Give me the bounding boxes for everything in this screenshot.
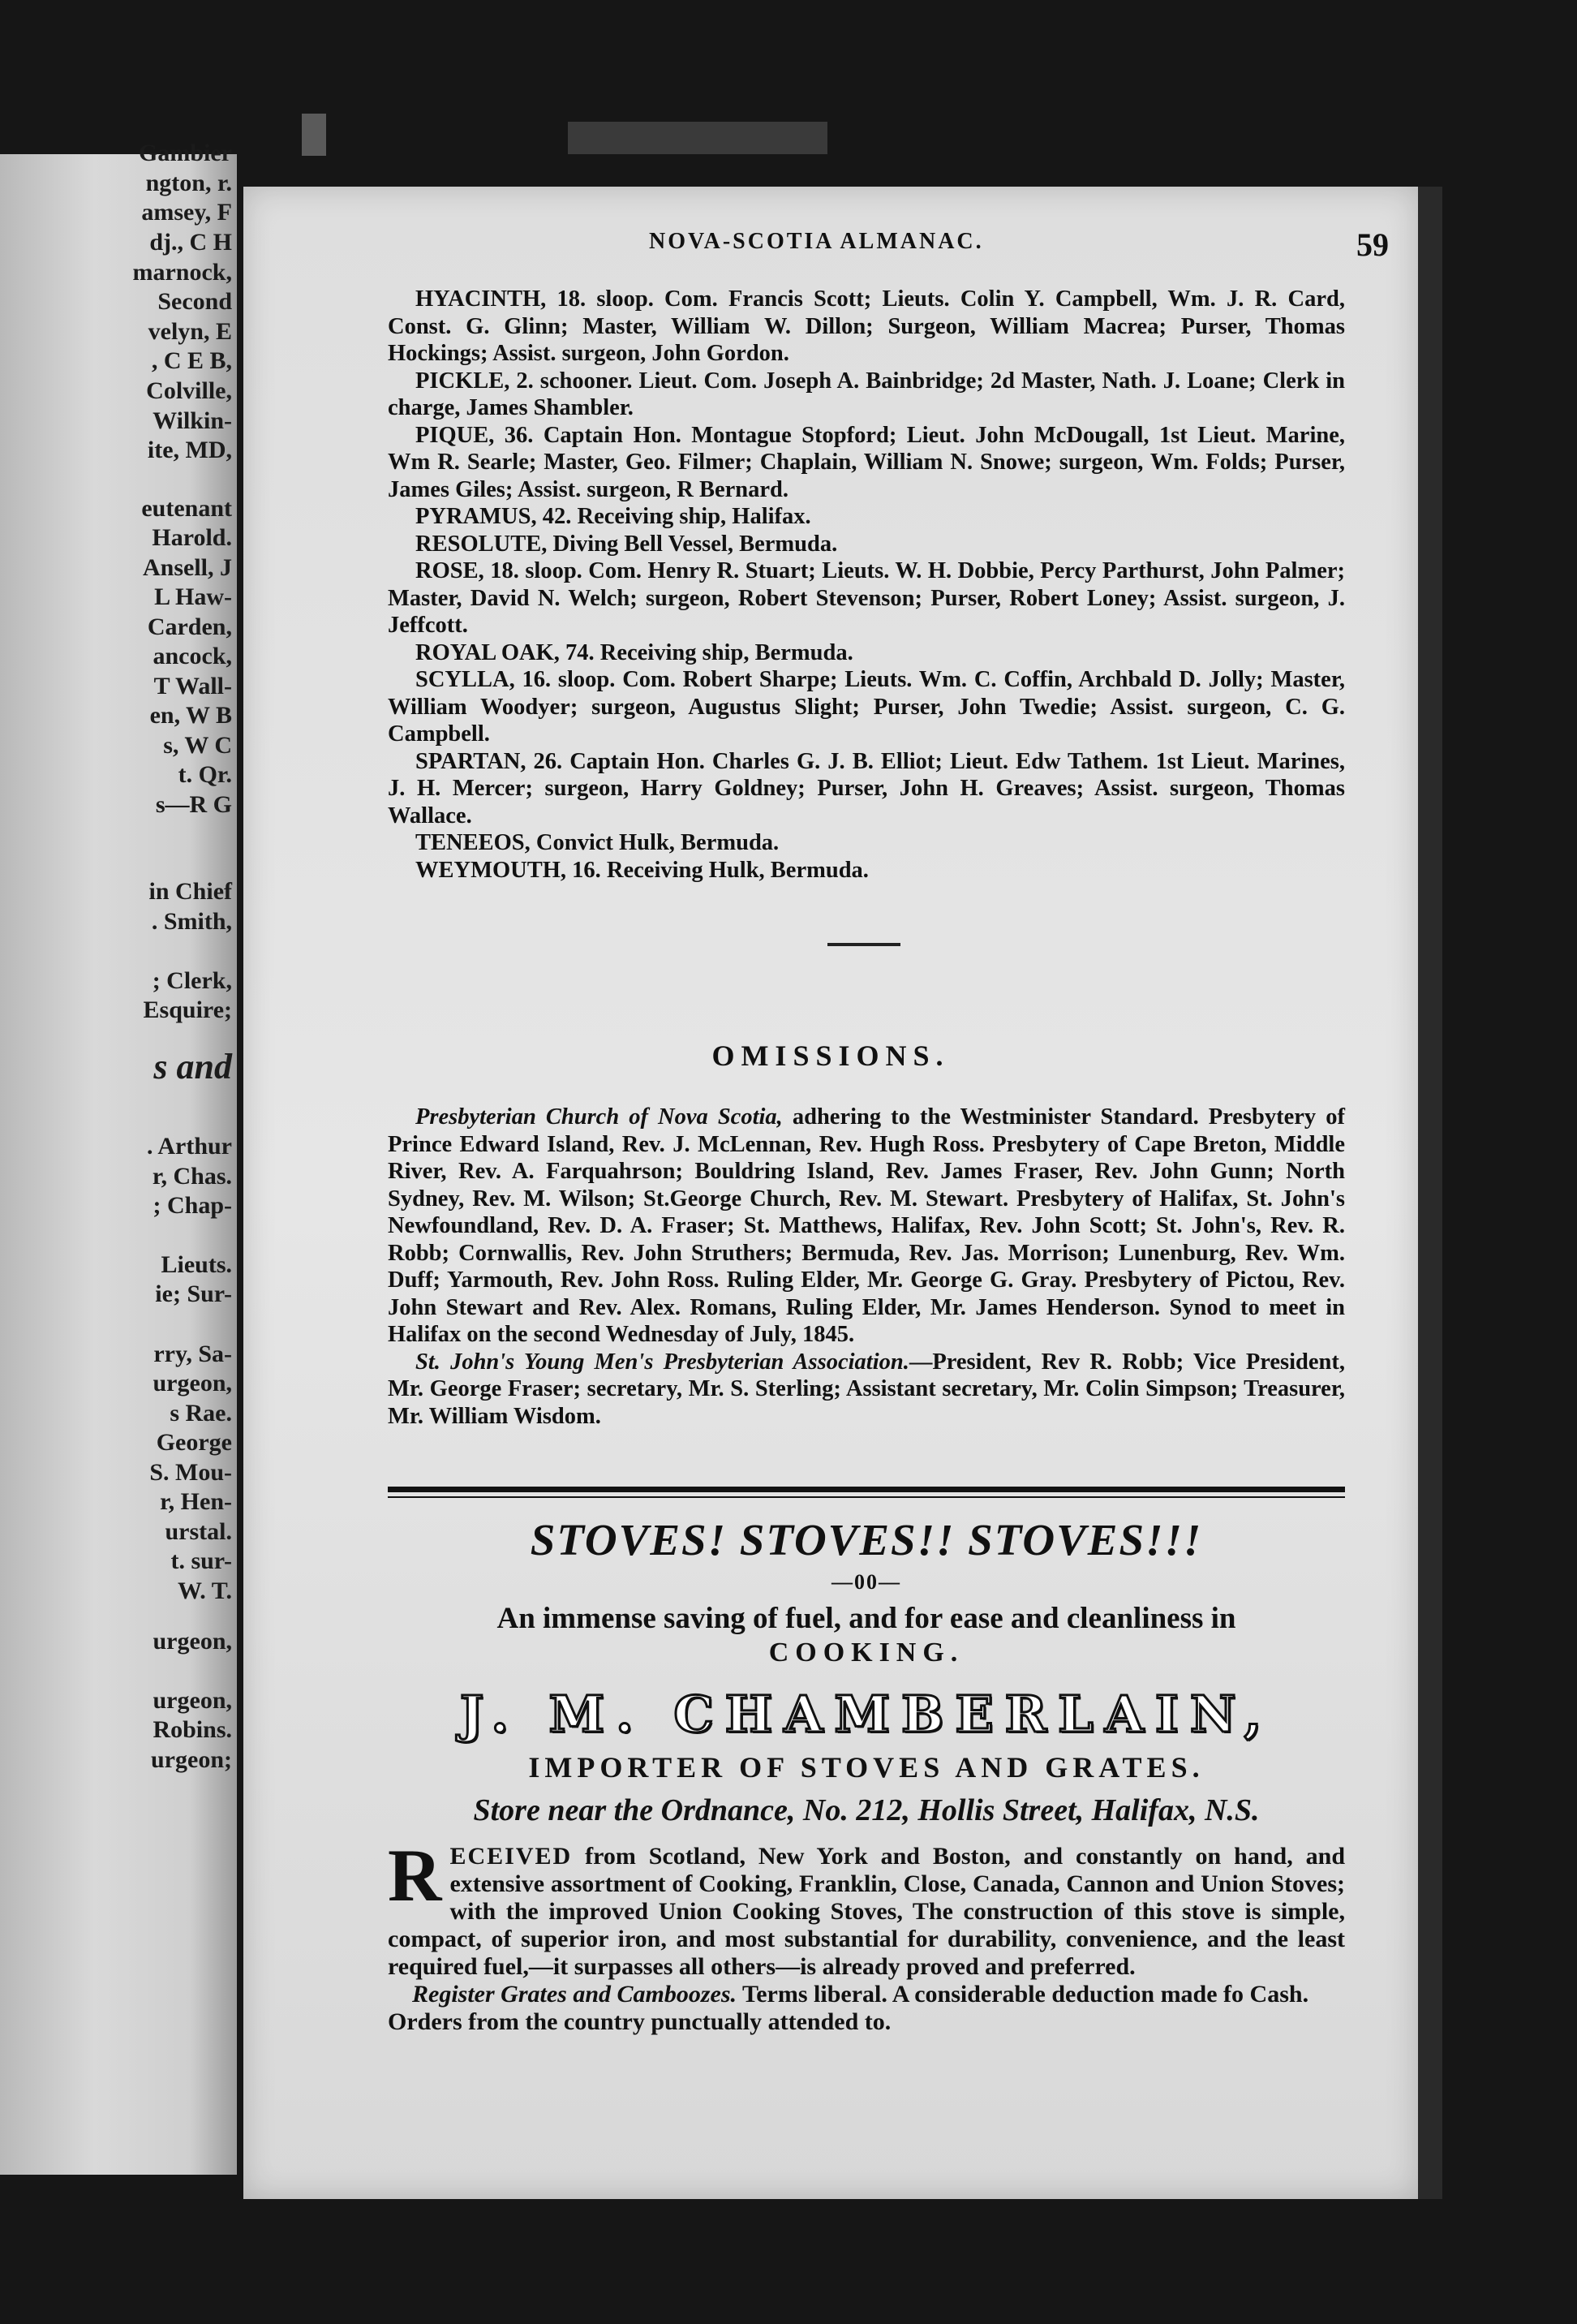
ad-tagline-cooking: COOKING.: [768, 1638, 965, 1668]
facing-page-line: r, Chas.: [152, 1163, 232, 1190]
page-number: 59: [1356, 226, 1389, 263]
double-rule: [388, 1487, 1345, 1492]
facing-page-line: en, W B: [149, 702, 232, 729]
facing-page-line: . Smith,: [151, 908, 232, 935]
facing-page-line: Gambier: [139, 140, 232, 166]
facing-page-line: t. Qr.: [178, 761, 232, 788]
presbyterian-church-entry: [388, 1104, 1345, 1349]
facing-page-line: T Wall-: [153, 673, 232, 699]
facing-page-line: urstal.: [165, 1518, 232, 1545]
church-text: adhering to the Westminister Standard. Presbytery of Prince Edward Island, Rev. J. McLennan, Rev. Hugh Ross. Presbytery of Cape Breton, Middle River, Rev. A. Farquahrson; Bouldring Island, Rev. James Fraser, Rev. John Gunn; North Sydney, Rev. M. Wilson; St.George Church, Rev. M. Stewart. Presbytery of Halifax, St. John's Newfoundland, Rev. D. A. Fraser; St. Matthews, Halifax, Rev. John Scott; St. John's, Rev. R. Robb; Cornwallis, Rev. John Struthers; Bermuda, Rev. Jas. Morrison; Lunenburg, Rev. Wm. Duff; Yarmouth, Rev. John Ross. Ruling Elder, Mr. George G. Gray. Presbytery of Pictou, Rev. John Stewart and Rev. Alex. Romans, Ruling Elder, Mr. James Henderson. Synod to meet in Halifax on the second Wednesday of July, 1845.: [388, 1104, 1345, 1347]
ad-footer: [388, 1981, 1345, 2036]
ad-footer-italic: Register Grates and Camboozes.: [412, 1981, 737, 2008]
page-tab: [302, 114, 326, 156]
facing-page-line: s—R G: [155, 791, 232, 818]
facing-page-line: Carden,: [147, 613, 232, 640]
facing-page-line: s, W C: [163, 732, 232, 759]
facing-page-line: W. T.: [178, 1577, 232, 1604]
ship-entry: TENEEOS, Convict Hulk, Bermuda.: [415, 830, 780, 855]
section-divider: [827, 943, 900, 946]
facing-page-line: ancock,: [153, 643, 232, 669]
facing-page-line: , C E B,: [151, 347, 232, 374]
facing-page-line: Lieuts.: [161, 1251, 232, 1278]
ship-entry: HYACINTH, 18. sloop. Com. Francis Scott; Lieuts. Colin Y. Campbell, Wm. J. R. Card, Const. G. Glinn; Master, William W. Dillon; Surgeon, William Macrea; Purser, Thomas Hockings; Assist. surgeon, John Gordon.: [388, 286, 1345, 366]
omissions-heading: OMISSIONS.: [711, 1039, 950, 1072]
merchant-name: J. M. CHAMBERLAIN,: [459, 1685, 1274, 1744]
running-head: NOVA-SCOTIA ALMANAC.: [649, 229, 984, 254]
facing-page-line: rry, Sa-: [153, 1341, 232, 1367]
double-rule-thin: [388, 1496, 1345, 1498]
ship-entry: SPARTAN, 26. Captain Hon. Charles G. J. B. Elliot; Lieut. Edw Tathem. 1st Lieut. Marines, J. H. Mercer; surgeon, Harry Goldney; Purser, John H. Greaves; Assist. surgeon, Thomas Wallace.: [388, 748, 1345, 828]
ship-entry: ROSE, 18. sloop. Com. Henry R. Stuart; Lieuts. W. H. Dobbie, Percy Parthurst, John Palmer; Master, David N. Welch; surgeon, Robert Stevenson; Purser, Robert Loney; Assist. surgeon, J. Jeffcott.: [388, 558, 1345, 638]
stove-advertisement: [388, 1514, 1345, 2036]
drop-cap: R: [388, 1834, 442, 1917]
facing-page-line: s and: [153, 1047, 232, 1087]
facing-page-line: Ansell, J: [142, 554, 232, 581]
facing-page: [0, 140, 237, 2175]
page-tab: [568, 122, 827, 154]
merchant-trade: IMPORTER OF STOVES AND GRATES.: [528, 1751, 1205, 1784]
facing-page-line: t. sur-: [170, 1547, 232, 1574]
ad-body-text: from Scotland, New York and Boston, and constantly on hand, and extensive assortment of Cooking, Franklin, Close, Canada, Cannon and Union Stoves; with the improved Union Cooking Stoves, The construction of this stove is simple, compact, of superior iron, and most substantial for durability, convenience, and the least required fuel,—it surpasses all others—is already proved and preferred.: [388, 1843, 1345, 1980]
facing-page-line: urgeon;: [151, 1746, 232, 1773]
ship-entry: WEYMOUTH, 16. Receiving Hulk, Bermuda.: [415, 857, 869, 883]
facing-page-line: S. Mou-: [149, 1459, 232, 1486]
facing-page-line: L Haw-: [154, 583, 232, 610]
association-name: St. John's Young Men's Presbyterian Association.: [415, 1349, 909, 1375]
ship-entry: RESOLUTE, Diving Bell Vessel, Bermuda.: [415, 531, 838, 557]
ad-body-lead: ECEIVED: [449, 1843, 573, 1870]
facing-page-line: marnock,: [132, 259, 232, 286]
ship-entry: SCYLLA, 16. sloop. Com. Robert Sharpe; Lieuts. Wm. C. Coffin, Archbald D. Jolly; Master, William Woodyer; surgeon, Augustus Slight; Purser, John Twedie; Assist. surgeon, C. G. Campbell.: [388, 667, 1345, 747]
omissions-body: [388, 1104, 1345, 1430]
facing-page-line: Wilkin-: [153, 407, 232, 434]
facing-page-line: velyn, E: [148, 318, 232, 345]
page-edge-shadow: [1418, 187, 1442, 2199]
facing-page-line: amsey, F: [141, 199, 232, 226]
facing-page-line: Robins.: [153, 1716, 232, 1743]
facing-page-line: in Chief: [148, 878, 232, 905]
facing-page-line: urgeon,: [153, 1370, 232, 1397]
ad-tagline: An immense saving of fuel, and for ease and cleanliness in: [496, 1602, 1236, 1635]
facing-page-line: s Rae.: [170, 1400, 232, 1427]
association-text: —President, Rev R. Robb; Vice President, Mr. George Fraser; secretary, Mr. S. Sterling; Assistant secretary, Mr. Colin Simpson; Treasurer, Mr. William Wisdom.: [388, 1349, 1345, 1429]
ship-entry: ROYAL OAK, 74. Receiving ship, Bermuda.: [415, 639, 853, 665]
ad-body: [388, 1834, 1345, 1981]
facing-page-line: Esquire;: [143, 996, 232, 1023]
ad-footer-text: Terms liberal. A considerable deduction made fo Cash. Orders from the country punctually attended to.: [388, 1981, 1309, 2035]
facing-page-line: ite, MD,: [147, 437, 232, 463]
ad-separator: —00—: [831, 1570, 901, 1594]
merchant-address: Store near the Ordnance, No. 212, Hollis Street, Halifax, N.S.: [473, 1793, 1260, 1827]
facing-page-line: urgeon,: [153, 1687, 232, 1714]
facing-page-line: dj., C H: [149, 229, 232, 256]
ship-entry: PYRAMUS, 42. Receiving ship, Halifax.: [415, 504, 811, 529]
facing-page-line: eutenant: [141, 495, 232, 522]
facing-page-line: r, Hen-: [160, 1488, 232, 1515]
ship-entry: PIQUE, 36. Captain Hon. Montague Stopford; Lieut. John McDougall, 1st Lieut. Marine, Wm R. Searle; Master, Geo. Filmer; Chaplain, William N. Snowe; surgeon, Wm. Folds; Purser, James Giles; Assist. surgeon, R Bernard.: [388, 422, 1345, 502]
facing-page-line: urgeon,: [153, 1628, 232, 1655]
facing-page-line: . Arthur: [147, 1133, 232, 1160]
ship-entry: PICKLE, 2. schooner. Lieut. Com. Joseph A. Bainbridge; 2d Master, Nath. J. Loane; Clerk in charge, James Shambler.: [388, 368, 1345, 420]
church-name: Presbyterian Church of Nova Scotia,: [415, 1104, 783, 1130]
ship-list: [388, 286, 1345, 884]
facing-page-line: Harold.: [152, 524, 232, 551]
facing-page-line: ie; Sur-: [155, 1280, 232, 1307]
facing-page-line: Second: [157, 288, 232, 315]
facing-page-line: ; Clerk,: [152, 967, 232, 994]
almanac-page: [243, 187, 1418, 2199]
facing-page-line: ngton, r.: [145, 170, 232, 196]
association-entry: [388, 1349, 1345, 1431]
facing-page-line: Colville,: [146, 377, 232, 404]
ad-headline: STOVES! STOVES!! STOVES!!!: [530, 1515, 1203, 1564]
facing-page-line: George: [156, 1429, 232, 1456]
facing-page-line: ; Chap-: [153, 1192, 232, 1219]
